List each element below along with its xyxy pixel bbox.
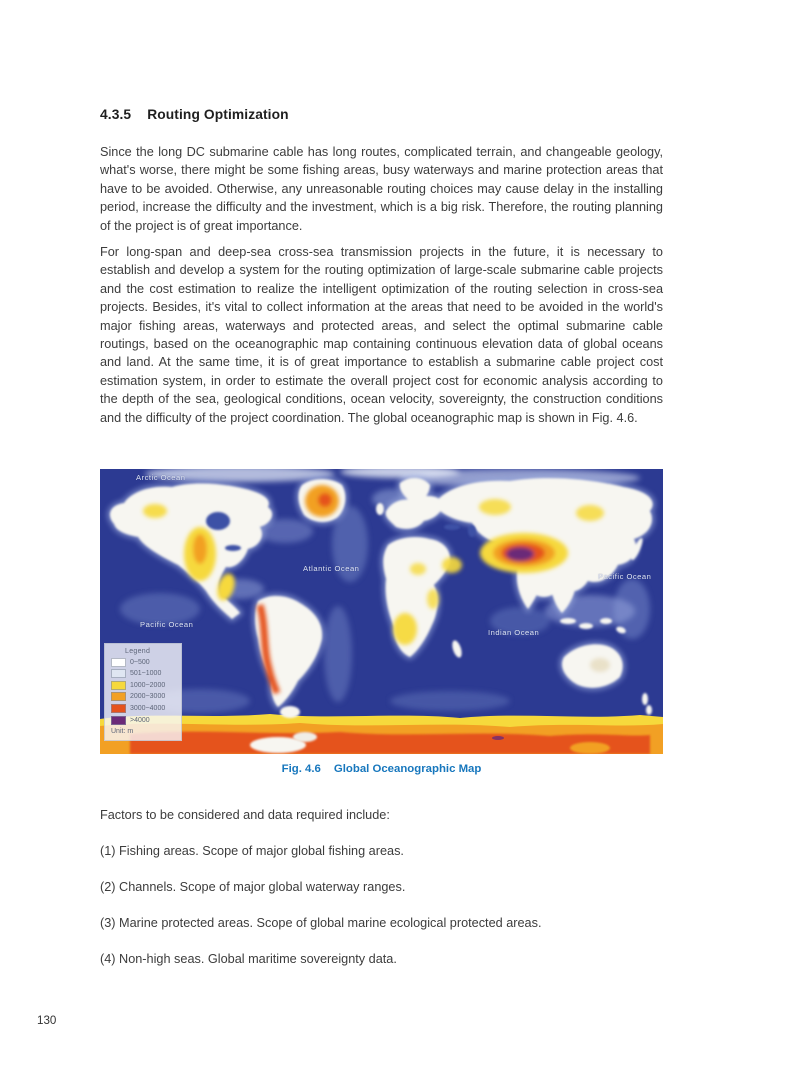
label-indian-ocean: Indian Ocean: [488, 628, 540, 638]
world-map-svg: [100, 469, 663, 754]
figure-4-6: [100, 469, 663, 775]
list-item: (1) Fishing areas. Scope of major global fishing areas.: [100, 844, 404, 859]
label-pacific-ocean-west: Pacific Ocean: [140, 620, 194, 630]
legend-item: [111, 681, 176, 690]
map-legend: [104, 643, 182, 741]
figure-caption-label: Fig. 4.6: [281, 763, 321, 776]
legend-item: [111, 692, 176, 701]
elevation-tibet-plateau: [506, 547, 534, 561]
legend-swatch: [111, 658, 126, 667]
figure-caption-title: Global Oceanographic Map: [333, 763, 482, 776]
legend-label: 501~1000: [130, 670, 162, 678]
list-item: (4) Non-high seas. Global maritime sovereignty data.: [100, 952, 397, 967]
label-atlantic-ocean: Atlantic Ocean: [303, 564, 360, 574]
page-number: 130: [37, 1014, 57, 1027]
legend-item: [111, 716, 176, 725]
legend-item: [111, 704, 176, 713]
list-item: (2) Channels. Scope of major global waterway ranges.: [100, 880, 406, 895]
label-pacific-ocean-east: Pacific Ocean: [598, 572, 652, 582]
legend-label: 0~500: [130, 658, 150, 666]
figure-caption: [100, 763, 663, 775]
legend-swatch: [111, 704, 126, 713]
page-content: [100, 0, 663, 968]
list-item: (3) Marine protected areas. Scope of global marine ecological protected areas.: [100, 916, 542, 931]
legend-label: 1000~2000: [130, 681, 166, 689]
legend-swatch: [111, 669, 126, 678]
legend-label: 3000~4000: [130, 705, 166, 713]
legend-swatch: [111, 716, 126, 725]
label-arctic-ocean: Arctic Ocean: [136, 473, 186, 483]
section-title: Routing Optimization: [147, 107, 289, 122]
legend-title: Legend: [125, 648, 151, 656]
section-heading: [100, 107, 663, 122]
body-paragraph: For long-span and deep-sea cross-sea transmission projects in the future, it is necessary to establish and develop a system for the routing optimization of large-scale submarine cable projects and the cost estimation to realize the intelligent optimization of the routing selection in cross-sea projects. Besides, it's vital to collect information at the areas that need to be avoided in the world's major fishing areas, waterways and protected areas, and select the optimal submarine cable routings, based on the oceanographic map containing continuous elevation data of global oceans and land. At the same time, it is of great importance to establish a submarine cable project cost estimation system, in order to estimate the overall project cost for economic analysis according to the depth of the sea, geological conditions, ocean velocity, sovereignty, the construction conditions and the difficulty of the project coordination. The global oceanographic map is shown in Fig. 4.6.: [100, 245, 663, 425]
factors-intro: Factors to be considered and data required include:: [100, 808, 390, 823]
legend-swatch: [111, 692, 126, 701]
legend-label: >4000: [130, 716, 150, 724]
legend-unit: Unit: m: [111, 727, 134, 735]
section-number: 4.3.5: [100, 107, 132, 122]
islands-new-zealand: [642, 693, 648, 705]
legend-item: [111, 669, 176, 678]
body-paragraph: Since the long DC submarine cable has long routes, complicated terrain, and changeable geology, what's worse, there might be some fishing areas, busy waterways and marine protection areas that have to be avoided. Otherwise, any unreasonable routing choices may cause delay in the installing period, increase the difficulty and the investment, which is a big risk. Therefore, the routing planning of the project is of great importance.: [100, 145, 663, 233]
legend-swatch: [111, 681, 126, 690]
island-britain: [376, 503, 384, 515]
oceanographic-map: [100, 469, 663, 754]
legend-item: [111, 658, 176, 667]
legend-label: 2000~3000: [130, 693, 166, 701]
